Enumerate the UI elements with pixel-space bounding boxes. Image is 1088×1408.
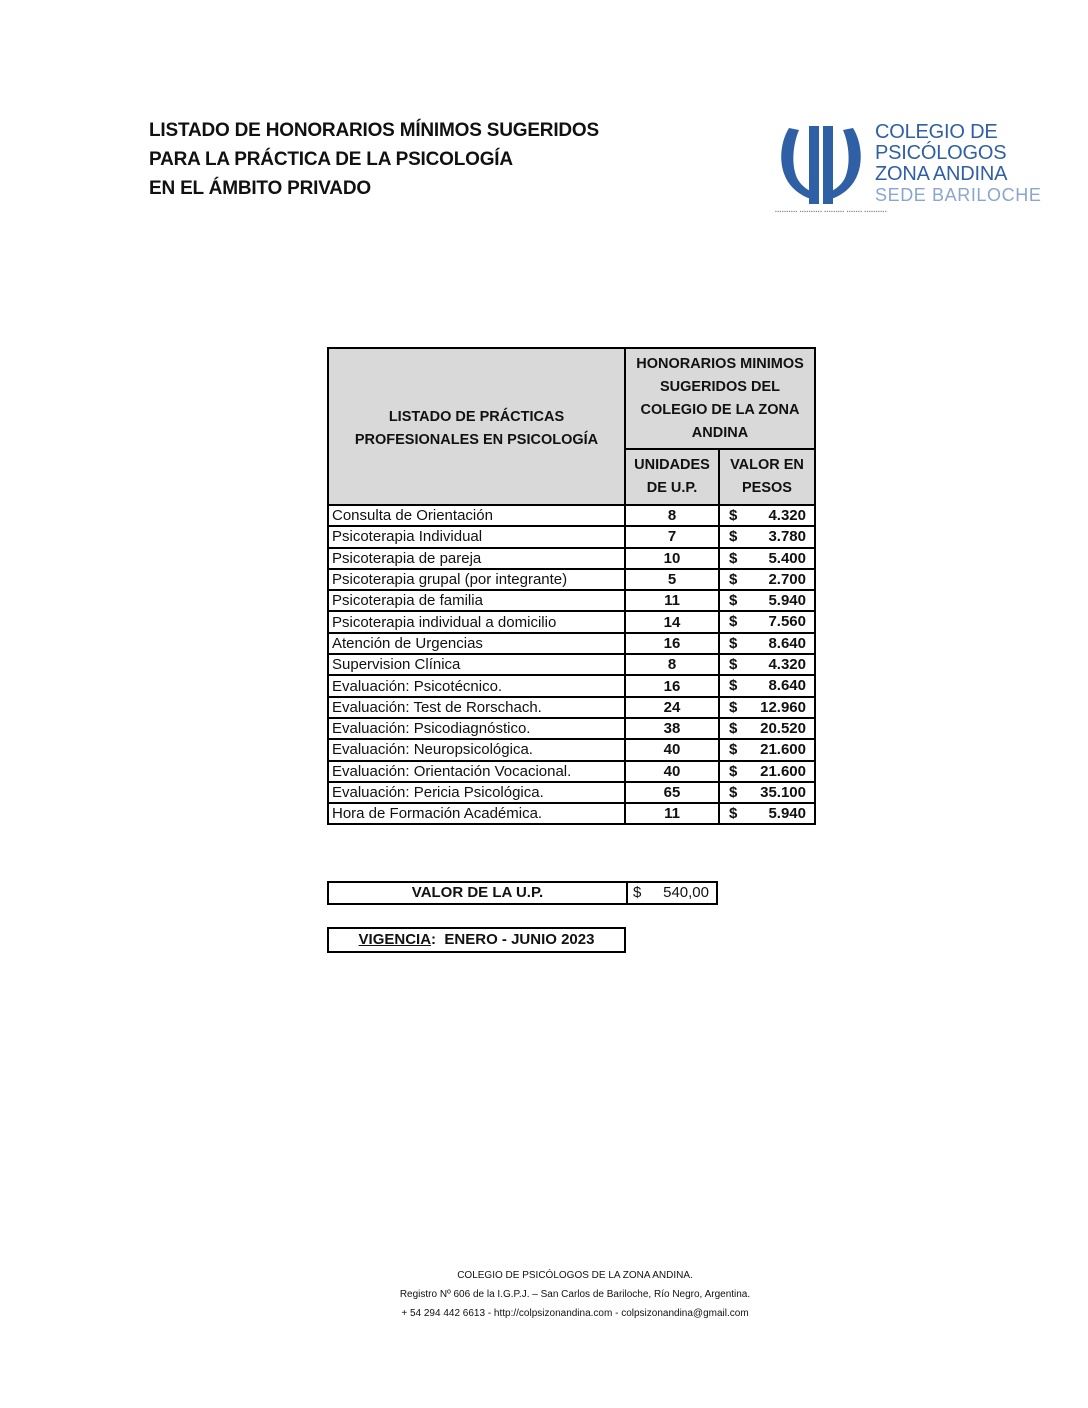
value-amount: 12.960	[760, 698, 806, 716]
practice-units: 7	[625, 526, 719, 547]
fee-row	[328, 611, 815, 632]
fee-row	[328, 633, 815, 654]
value-amount: 5.400	[768, 549, 806, 567]
fee-row	[328, 590, 815, 611]
practice-name: Psicoterapia de familia	[328, 590, 625, 611]
logo-line-1: COLEGIO DE	[875, 121, 998, 143]
vigencia-label: VIGENCIA	[358, 931, 432, 948]
fee-row	[328, 548, 815, 569]
practice-name: Psicoterapia grupal (por integrante)	[328, 569, 625, 590]
practice-value	[719, 569, 815, 590]
fee-row	[328, 569, 815, 590]
title-line-1: LISTADO DE HONORARIOS MÍNIMOS SUGERIDOS	[149, 120, 599, 141]
fee-row	[328, 697, 815, 718]
practice-name: Evaluación: Test de Rorschach.	[328, 697, 625, 718]
practice-value	[719, 548, 815, 569]
practice-name: Evaluación: Orientación Vocacional.	[328, 761, 625, 782]
practice-units: 40	[625, 761, 719, 782]
vigencia-separator: :	[431, 931, 437, 948]
logo-tagline-decoration: ▪▪▪▪▪▪▪▪▪▪ ▪▪▪▪▪▪▪▪▪▪ ▪▪▪▪▪▪▪▪▪ ▪▪▪▪▪▪▪ ▪▪▪▪▪▪▪▪▪▪	[775, 209, 888, 215]
page-footer	[0, 1266, 1088, 1323]
currency-symbol: $	[729, 741, 738, 759]
practice-value	[719, 718, 815, 739]
practice-units: 11	[625, 803, 719, 824]
practice-units: 16	[625, 675, 719, 696]
logo-line-2: PSICÓLOGOS	[875, 142, 1007, 164]
up-value-box	[327, 881, 718, 905]
fees-group-header: HONORARIOS MINIMOS SUGERIDOS DEL COLEGIO DE LA ZONA ANDINA	[625, 348, 815, 449]
currency-symbol: $	[729, 528, 738, 546]
practice-name: Psicoterapia individual a domicilio	[328, 611, 625, 632]
footer-line-2: Registro Nº 606 de la I.G.P.J. – San Carlos de Bariloche, Río Negro, Argentina.	[399, 1289, 751, 1300]
practice-name: Psicoterapia de pareja	[328, 548, 625, 569]
currency-symbol: $	[729, 677, 738, 695]
up-amount: 540,00	[663, 884, 709, 901]
fee-rows	[328, 505, 815, 824]
vigencia-period: ENERO - JUNIO 2023	[444, 931, 595, 948]
psi-logo-icon	[775, 124, 867, 206]
practice-units: 14	[625, 611, 719, 632]
practice-value	[719, 697, 815, 718]
practice-value	[719, 675, 815, 696]
practice-name: Hora de Formación Académica.	[328, 803, 625, 824]
value-amount: 4.320	[768, 507, 806, 524]
currency-symbol: $	[729, 613, 738, 631]
fee-row	[328, 782, 815, 803]
practice-value	[719, 611, 815, 632]
value-column-header: VALOR EN PESOS	[719, 449, 815, 505]
footer-line-1: COLEGIO DE PSICÓLOGOS DE LA ZONA ANDINA.	[457, 1270, 693, 1281]
value-amount: 5.940	[768, 805, 806, 823]
currency-symbol: $	[729, 634, 738, 652]
practice-value	[719, 505, 815, 526]
value-amount: 21.600	[760, 762, 806, 780]
practice-value	[719, 526, 815, 547]
practice-name: Psicoterapia Individual	[328, 526, 625, 547]
fee-row	[328, 803, 815, 824]
currency-symbol: $	[729, 762, 738, 780]
title-line-2: PARA LA PRÁCTICA DE LA PSICOLOGÍA	[149, 149, 513, 170]
currency-symbol: $	[729, 549, 738, 567]
currency-symbol: $	[729, 698, 738, 716]
fees-table	[327, 347, 816, 825]
up-value-label: VALOR DE LA U.P.	[328, 882, 627, 904]
up-value-cell	[627, 882, 717, 904]
fee-row	[328, 761, 815, 782]
currency-symbol: $	[729, 719, 738, 737]
logo-line-3: ZONA ANDINA	[875, 163, 1008, 185]
practice-units: 65	[625, 782, 719, 803]
practice-units: 24	[625, 697, 719, 718]
practice-name: Evaluación: Psicodiagnóstico.	[328, 718, 625, 739]
practice-units: 10	[625, 548, 719, 569]
practice-units: 8	[625, 654, 719, 675]
value-amount: 4.320	[768, 656, 806, 674]
practice-units: 40	[625, 739, 719, 760]
practice-value	[719, 739, 815, 760]
college-logo	[775, 120, 1042, 220]
practice-units: 5	[625, 569, 719, 590]
practice-name: Evaluación: Neuropsicológica.	[328, 739, 625, 760]
practice-column-header: LISTADO DE PRÁCTICAS PROFESIONALES EN PSICOLOGÍA	[328, 348, 625, 505]
fee-row	[328, 526, 815, 547]
practice-name: Supervision Clínica	[328, 654, 625, 675]
value-amount: 35.100	[760, 783, 806, 801]
currency-symbol: $	[729, 805, 738, 823]
currency-symbol: $	[729, 592, 738, 610]
practice-units: 16	[625, 633, 719, 654]
value-amount: 3.780	[768, 528, 806, 546]
currency-symbol: $	[729, 570, 738, 588]
currency-symbol: $	[729, 507, 738, 524]
practice-units: 11	[625, 590, 719, 611]
practice-name: Evaluación: Pericia Psicológica.	[328, 782, 625, 803]
units-column-header: UNIDADES DE U.P.	[625, 449, 719, 505]
value-amount: 2.700	[768, 570, 806, 588]
title-line-3: EN EL ÁMBITO PRIVADO	[149, 178, 371, 199]
practice-name: Atención de Urgencias	[328, 633, 625, 654]
practice-name: Consulta de Orientación	[328, 505, 625, 526]
currency-symbol: $	[729, 656, 738, 674]
practice-value	[719, 782, 815, 803]
value-amount: 20.520	[760, 719, 806, 737]
value-amount: 8.640	[768, 634, 806, 652]
practice-units: 8	[625, 505, 719, 526]
practice-value	[719, 761, 815, 782]
value-amount: 7.560	[768, 613, 806, 631]
practice-value	[719, 654, 815, 675]
fee-row	[328, 505, 815, 526]
practice-name: Evaluación: Psicotécnico.	[328, 675, 625, 696]
vigencia-box	[327, 927, 626, 953]
practice-value	[719, 633, 815, 654]
document-title	[149, 116, 709, 203]
fee-row	[328, 675, 815, 696]
value-amount: 8.640	[768, 677, 806, 695]
practice-value	[719, 590, 815, 611]
fee-row	[328, 654, 815, 675]
logo-wordmark	[875, 122, 1041, 206]
fee-row	[328, 718, 815, 739]
practice-value	[719, 803, 815, 824]
fee-row	[328, 739, 815, 760]
up-currency-symbol: $	[633, 884, 642, 901]
logo-line-4: SEDE BARILOCHE	[875, 185, 1042, 205]
value-amount: 5.940	[768, 592, 806, 610]
practice-units: 38	[625, 718, 719, 739]
currency-symbol: $	[729, 783, 738, 801]
value-amount: 21.600	[760, 741, 806, 759]
footer-line-3: + 54 294 442 6613 - http://colpsizonandina.com - colpsizonandina@gmail.com	[401, 1308, 749, 1319]
